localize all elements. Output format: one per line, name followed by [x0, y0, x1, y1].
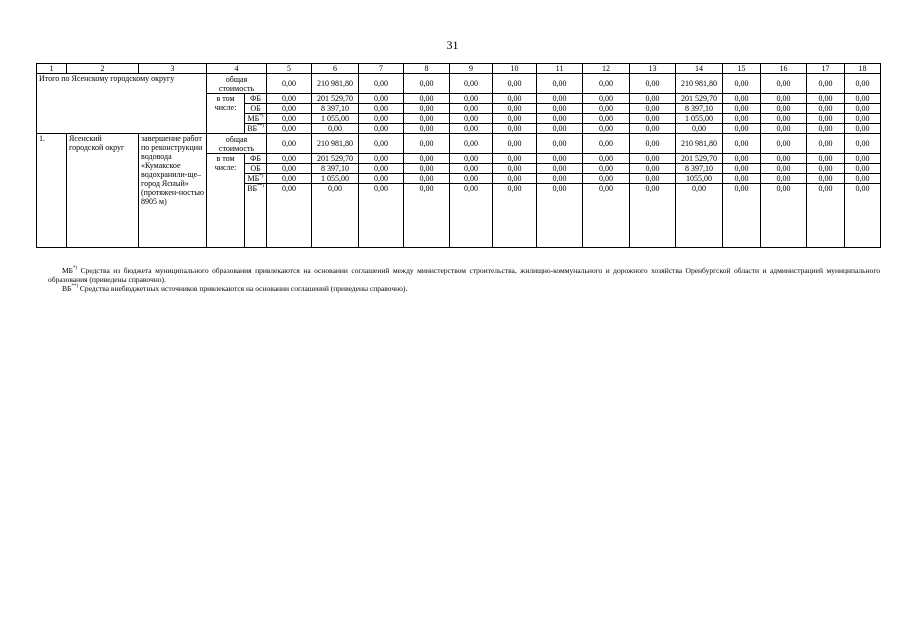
- value-cell: 0,00: [723, 164, 761, 174]
- column-header-6: 6: [312, 64, 359, 74]
- value-cell: 0,00: [630, 114, 676, 124]
- column-header-5: 5: [267, 64, 312, 74]
- column-header-13: 13: [630, 64, 676, 74]
- value-cell: 0,00: [761, 164, 807, 174]
- value-cell: 0,00: [267, 74, 312, 94]
- value-cell: 0,00: [761, 154, 807, 164]
- value-cell: 0,00: [450, 134, 493, 154]
- source-label: ФБ: [250, 154, 261, 163]
- column-header-8: 8: [404, 64, 450, 74]
- value-cell: 0,00: [450, 74, 493, 94]
- value-cell: 0,00: [583, 134, 630, 154]
- summary-total-row: [37, 74, 881, 94]
- value-cell: 0,00: [761, 74, 807, 94]
- value-cell: 0,00: [493, 154, 537, 164]
- summary-incl-label: в том числе:: [207, 94, 245, 134]
- value-cell: 0,00: [493, 174, 537, 184]
- source-label-sup: **): [257, 124, 264, 129]
- value-cell: 0,00: [404, 134, 450, 154]
- value-cell: 0,00: [723, 134, 761, 154]
- item-total-row: [37, 134, 881, 154]
- value-cell: 0,00: [359, 164, 404, 174]
- value-cell: 0,00: [807, 174, 845, 184]
- value-cell: 0,00: [583, 184, 630, 248]
- value-cell: 0,00: [761, 114, 807, 124]
- value-cell: 0,00: [845, 114, 881, 124]
- value-cell: 0,00: [450, 164, 493, 174]
- footnote-mb-label: МБ: [62, 266, 73, 275]
- value-cell: 0,00: [312, 124, 359, 134]
- value-cell: 0,00: [845, 74, 881, 94]
- value-cell: 0,00: [359, 114, 404, 124]
- value-cell: 0,00: [761, 94, 807, 104]
- source-label-cell: [245, 154, 267, 164]
- value-cell: 0,00: [493, 184, 537, 248]
- value-cell: 0,00: [537, 124, 583, 134]
- value-cell: 201 529,70: [312, 94, 359, 104]
- value-cell: 0,00: [630, 134, 676, 154]
- footnote-vb-sup: **): [71, 284, 78, 289]
- value-cell: 0,00: [583, 94, 630, 104]
- source-label-cell: [245, 174, 267, 184]
- value-cell: 0,00: [312, 184, 359, 248]
- value-cell: 0,00: [845, 124, 881, 134]
- value-cell: 0,00: [493, 74, 537, 94]
- value-cell: 8 397,10: [676, 104, 723, 114]
- value-cell: 0,00: [807, 104, 845, 114]
- footnote-vb: [48, 284, 880, 293]
- value-cell: 0,00: [404, 154, 450, 164]
- footnote-mb-text: Средства из бюджета муниципального образования привлекаются на основании соглашений между министерством строительства, жилищно-коммунального и дорожного хозяйства Оренбургской области и администрацией муниципального образования (приведены справочно).: [48, 266, 881, 284]
- value-cell: 0,00: [630, 124, 676, 134]
- value-cell: 0,00: [761, 104, 807, 114]
- value-cell: 0,00: [537, 114, 583, 124]
- value-cell: 0,00: [404, 164, 450, 174]
- summary-label: Итого по Ясенскому городскому округу: [37, 74, 207, 134]
- value-cell: 210 981,80: [676, 74, 723, 94]
- value-cell: 0,00: [404, 184, 450, 248]
- value-cell: 0,00: [807, 134, 845, 154]
- value-cell: 0,00: [537, 174, 583, 184]
- column-header-11: 11: [537, 64, 583, 74]
- value-cell: 0,00: [267, 174, 312, 184]
- value-cell: 1 055,00: [312, 174, 359, 184]
- value-cell: 0,00: [267, 94, 312, 104]
- source-label: ФБ: [250, 94, 261, 103]
- budget-table: [36, 63, 881, 248]
- value-cell: 0,00: [493, 124, 537, 134]
- value-cell: 0,00: [583, 104, 630, 114]
- value-cell: 0,00: [845, 134, 881, 154]
- value-cell: 0,00: [761, 134, 807, 154]
- column-header-18: 18: [845, 64, 881, 74]
- value-cell: 0,00: [450, 124, 493, 134]
- value-cell: 0,00: [583, 74, 630, 94]
- value-cell: 0,00: [493, 164, 537, 174]
- item-incl-label: в том числе:: [207, 154, 245, 248]
- value-cell: 0,00: [267, 104, 312, 114]
- value-cell: 8 397,10: [312, 164, 359, 174]
- source-label: МБ: [247, 174, 260, 183]
- value-cell: 0,00: [359, 184, 404, 248]
- value-cell: 0,00: [359, 154, 404, 164]
- footnote-vb-text: Средства внебюджетных источников привлекаются на основании соглашений (приведены справочно).: [79, 284, 408, 293]
- value-cell: 0,00: [630, 184, 676, 248]
- value-cell: 0,00: [807, 154, 845, 164]
- source-label: ВБ: [247, 124, 258, 133]
- value-cell: 0,00: [583, 114, 630, 124]
- value-cell: 0,00: [723, 124, 761, 134]
- value-cell: 8 397,10: [676, 164, 723, 174]
- value-cell: 0,00: [537, 94, 583, 104]
- column-header-9: 9: [450, 64, 493, 74]
- column-header-4: 4: [207, 64, 267, 74]
- value-cell: 0,00: [404, 74, 450, 94]
- value-cell: 0,00: [845, 154, 881, 164]
- source-label-cell: [245, 104, 267, 114]
- value-cell: 0,00: [450, 154, 493, 164]
- value-cell: 210 981,80: [312, 134, 359, 154]
- value-cell: 8 397,10: [312, 104, 359, 114]
- footnotes: [48, 266, 880, 293]
- value-cell: 0,00: [404, 114, 450, 124]
- value-cell: 0,00: [267, 164, 312, 174]
- value-cell: 0,00: [537, 184, 583, 248]
- value-cell: 0,00: [583, 174, 630, 184]
- footnote-vb-label: ВБ: [62, 284, 72, 293]
- value-cell: 0,00: [404, 94, 450, 104]
- value-cell: 0,00: [723, 104, 761, 114]
- value-cell: 0,00: [807, 94, 845, 104]
- source-label-cell: [245, 164, 267, 174]
- value-cell: 0,00: [359, 174, 404, 184]
- value-cell: 0,00: [723, 94, 761, 104]
- value-cell: 0,00: [267, 124, 312, 134]
- value-cell: 0,00: [537, 74, 583, 94]
- source-label-cell: [245, 114, 267, 124]
- source-label-sup: *): [259, 114, 264, 119]
- column-header-17: 17: [807, 64, 845, 74]
- column-header-16: 16: [761, 64, 807, 74]
- item-district: Ясенский городской округ: [67, 134, 139, 248]
- value-cell: 0,00: [404, 104, 450, 114]
- value-cell: 0,00: [807, 184, 845, 248]
- value-cell: 0,00: [845, 184, 881, 248]
- value-cell: 0,00: [537, 104, 583, 114]
- value-cell: 0,00: [359, 104, 404, 114]
- value-cell: 0,00: [450, 114, 493, 124]
- value-cell: 0,00: [450, 184, 493, 248]
- value-cell: 0,00: [450, 94, 493, 104]
- value-cell: 0,00: [267, 184, 312, 248]
- value-cell: 0,00: [630, 74, 676, 94]
- value-cell: 0,00: [807, 164, 845, 174]
- value-cell: 210 981,80: [312, 74, 359, 94]
- column-header-2: 2: [67, 64, 139, 74]
- header-row: [37, 64, 881, 74]
- value-cell: 201 529,70: [676, 94, 723, 104]
- value-cell: 0,00: [583, 124, 630, 134]
- value-cell: 0,00: [630, 154, 676, 164]
- value-cell: 1 055,00: [676, 114, 723, 124]
- value-cell: 0,00: [537, 154, 583, 164]
- value-cell: 0,00: [537, 134, 583, 154]
- value-cell: 0,00: [723, 154, 761, 164]
- source-label-cell: [245, 124, 267, 134]
- source-label-cell: [245, 184, 267, 248]
- value-cell: 0,00: [845, 94, 881, 104]
- value-cell: 0,00: [493, 94, 537, 104]
- value-cell: 0,00: [676, 124, 723, 134]
- source-label: ВБ: [247, 184, 258, 193]
- value-cell: 0,00: [359, 74, 404, 94]
- column-header-7: 7: [359, 64, 404, 74]
- value-cell: 0,00: [845, 164, 881, 174]
- value-cell: 1055,00: [676, 174, 723, 184]
- source-label: ОБ: [250, 164, 261, 173]
- source-label-cell: [245, 94, 267, 104]
- column-header-3: 3: [139, 64, 207, 74]
- value-cell: 0,00: [723, 174, 761, 184]
- item-total-label: общая стоимость: [207, 134, 267, 154]
- value-cell: 0,00: [583, 164, 630, 174]
- value-cell: 210 981,80: [676, 134, 723, 154]
- item-description: завершение работ по реконструкции водовода «Кумакское водохранили-ще– город Ясный» (протяжен-ностью 8905 м): [139, 134, 207, 248]
- source-label: МБ: [247, 114, 260, 123]
- value-cell: 0,00: [359, 134, 404, 154]
- value-cell: 0,00: [493, 114, 537, 124]
- value-cell: 0,00: [267, 114, 312, 124]
- column-header-12: 12: [583, 64, 630, 74]
- value-cell: 0,00: [807, 114, 845, 124]
- value-cell: 0,00: [450, 104, 493, 114]
- summary-total-label: общая стоимость: [207, 74, 267, 94]
- source-label-sup: **): [257, 184, 264, 189]
- source-label: ОБ: [250, 104, 261, 113]
- value-cell: 0,00: [845, 174, 881, 184]
- page-number: 31: [446, 38, 459, 52]
- value-cell: 201 529,70: [676, 154, 723, 164]
- value-cell: 0,00: [807, 124, 845, 134]
- value-cell: 0,00: [493, 134, 537, 154]
- value-cell: 0,00: [630, 164, 676, 174]
- value-cell: 201 529,70: [312, 154, 359, 164]
- source-label-sup: *): [259, 174, 264, 179]
- footnote-mb-sup: *): [72, 266, 78, 271]
- value-cell: 0,00: [761, 184, 807, 248]
- value-cell: 0,00: [267, 134, 312, 154]
- value-cell: 0,00: [761, 174, 807, 184]
- value-cell: 0,00: [807, 74, 845, 94]
- value-cell: 0,00: [583, 154, 630, 164]
- value-cell: 0,00: [450, 174, 493, 184]
- value-cell: 0,00: [723, 74, 761, 94]
- value-cell: 0,00: [493, 104, 537, 114]
- value-cell: 0,00: [267, 154, 312, 164]
- value-cell: 0,00: [723, 114, 761, 124]
- item-number: 1.: [37, 134, 67, 248]
- value-cell: 0,00: [630, 104, 676, 114]
- value-cell: 0,00: [359, 94, 404, 104]
- value-cell: 0,00: [630, 94, 676, 104]
- column-header-1: 1: [37, 64, 67, 74]
- value-cell: 0,00: [723, 184, 761, 248]
- footnote-mb: [48, 266, 880, 284]
- value-cell: 0,00: [761, 124, 807, 134]
- value-cell: 0,00: [676, 184, 723, 248]
- value-cell: 0,00: [537, 164, 583, 174]
- value-cell: 0,00: [404, 174, 450, 184]
- value-cell: 1 055,00: [312, 114, 359, 124]
- column-header-10: 10: [493, 64, 537, 74]
- value-cell: 0,00: [845, 104, 881, 114]
- value-cell: 0,00: [404, 124, 450, 134]
- value-cell: 0,00: [630, 174, 676, 184]
- column-header-14: 14: [676, 64, 723, 74]
- value-cell: 0,00: [359, 124, 404, 134]
- column-header-15: 15: [723, 64, 761, 74]
